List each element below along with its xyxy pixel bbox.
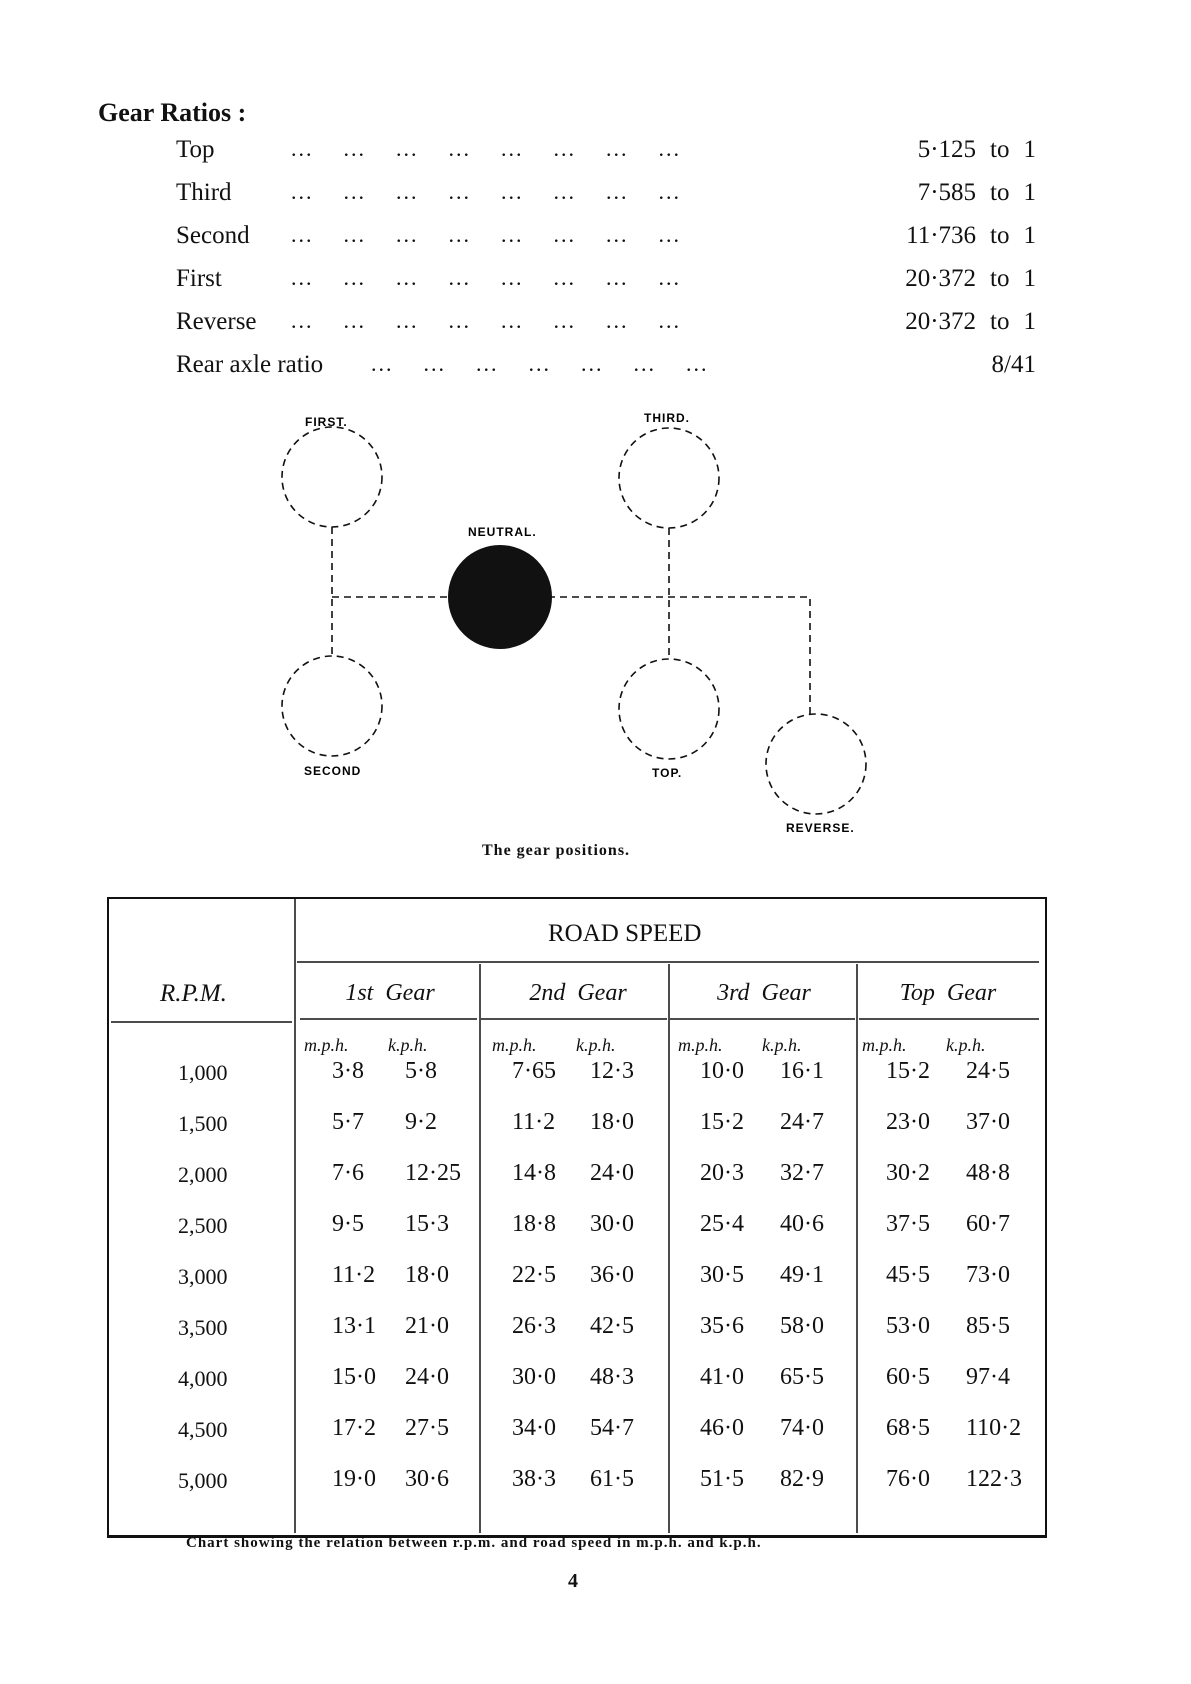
kph-value: 122·3 (966, 1466, 1022, 1492)
gear-ratio-label: Reverse (176, 308, 257, 335)
gear-column-header: Top Gear (899, 980, 997, 1006)
cross-gate-line (332, 597, 810, 714)
mph-value: 35·6 (700, 1313, 744, 1339)
kph-value: 36·0 (590, 1262, 634, 1288)
gear-ratio-value (905, 308, 1036, 336)
kph-value: 9·2 (405, 1109, 437, 1135)
ratio-to: to (990, 179, 1010, 206)
ratio-number: 8/41 (991, 351, 1036, 378)
rpm-value: 3,500 (178, 1315, 228, 1340)
road-speed-caption: Chart showing the relation between r.p.m. and road speed in m.p.h. and k.p.h. (186, 1535, 762, 1551)
gear-ratio-row (176, 136, 1036, 176)
kph-value: 30·6 (405, 1466, 449, 1492)
kph-value: 42·5 (590, 1313, 634, 1339)
gear-positions-caption: The gear positions. (482, 842, 631, 859)
mph-value: 3·8 (332, 1058, 364, 1084)
mph-value: 76·0 (886, 1466, 930, 1492)
mph-value: 30·0 (512, 1364, 556, 1390)
gear-ratio-row (176, 308, 1036, 348)
kph-unit-label: k.p.h. (576, 1035, 616, 1055)
mph-unit-label: m.p.h. (492, 1035, 537, 1055)
gear-ratio-label: Top (176, 136, 215, 163)
gear-ratio-value (992, 351, 1036, 379)
kph-value: 18·0 (405, 1262, 449, 1288)
rpm-header: R.P.M. (160, 980, 227, 1007)
kph-value: 16·1 (780, 1058, 824, 1084)
mph-value: 14·8 (512, 1160, 556, 1186)
gear-ratio-value (918, 179, 1036, 207)
first-gear-circle (282, 427, 382, 527)
kph-value: 5·8 (405, 1058, 437, 1084)
top-gear-circle (619, 659, 719, 759)
kph-unit-label: k.p.h. (388, 1035, 428, 1055)
mph-value: 10·0 (700, 1058, 744, 1084)
gear-ratios-heading: Gear Ratios : (98, 98, 247, 127)
mph-value: 18·8 (512, 1211, 556, 1237)
kph-value: 24·5 (966, 1058, 1010, 1084)
kph-value: 37·0 (966, 1109, 1010, 1135)
mph-value: 13·1 (332, 1313, 376, 1339)
rpm-value: 4,500 (178, 1417, 228, 1442)
mph-value: 15·2 (886, 1058, 930, 1084)
rpm-value: 5,000 (178, 1468, 228, 1493)
mph-value: 17·2 (332, 1415, 376, 1441)
mph-value: 45·5 (886, 1262, 930, 1288)
gear-ratio-label: Third (176, 179, 232, 206)
leader-dots: ... ... ... ... ... ... ... ... (291, 179, 681, 204)
kph-value: 12·3 (590, 1058, 634, 1084)
ratio-number: 5·125 (917, 136, 977, 163)
mph-value: 51·5 (700, 1466, 744, 1492)
gear-ratio-row (176, 179, 1036, 219)
kph-value: 61·5 (590, 1466, 634, 1492)
neutral-position-dot (448, 545, 552, 649)
gear-column-header: 1st Gear (345, 980, 435, 1006)
gear-ratio-label: Second (176, 222, 250, 249)
kph-value: 27·5 (405, 1415, 449, 1441)
mph-value: 7·6 (332, 1160, 364, 1186)
kph-value: 12·25 (405, 1160, 461, 1186)
mph-value: 30·2 (886, 1160, 930, 1186)
kph-value: 65·5 (780, 1364, 824, 1390)
gear-ratio-label: Rear axle ratio (176, 351, 324, 378)
mph-value: 26·3 (512, 1313, 556, 1339)
kph-unit-label: k.p.h. (946, 1035, 986, 1055)
kph-value: 48·3 (590, 1364, 634, 1390)
kph-value: 21·0 (405, 1313, 449, 1339)
rpm-value: 2,500 (178, 1213, 228, 1238)
gear-ratio-value (918, 136, 1036, 164)
gear-ratio-row (176, 222, 1036, 262)
mph-value: 30·5 (700, 1262, 744, 1288)
leader-dots: ... ... ... ... ... ... ... ... (291, 308, 681, 333)
mph-unit-label: m.p.h. (862, 1035, 907, 1055)
mph-value: 34·0 (512, 1415, 556, 1441)
ratio-one: 1 (1023, 222, 1036, 249)
kph-value: 60·7 (966, 1211, 1010, 1237)
page-number: 4 (568, 1570, 578, 1592)
mph-value: 20·3 (700, 1160, 744, 1186)
rpm-value: 4,000 (178, 1366, 228, 1391)
gear-ratio-row (176, 265, 1036, 305)
mph-value: 38·3 (512, 1466, 556, 1492)
kph-value: 48·8 (966, 1160, 1010, 1186)
kph-unit-label: k.p.h. (762, 1035, 802, 1055)
road-speed-title: ROAD SPEED (548, 920, 702, 947)
kph-value: 97·4 (966, 1364, 1010, 1390)
kph-value: 24·7 (780, 1109, 824, 1135)
ratio-number: 20·372 (905, 265, 977, 292)
reverse-gear-circle (766, 714, 866, 814)
kph-value: 49·1 (780, 1262, 824, 1288)
third-gear-circle (619, 428, 719, 528)
rpm-value: 1,500 (178, 1111, 228, 1136)
mph-value: 15·2 (700, 1109, 744, 1135)
mph-unit-label: m.p.h. (304, 1035, 349, 1055)
ratio-to: to (990, 265, 1010, 292)
gear-ratio-label: First (176, 265, 222, 292)
rpm-value: 2,000 (178, 1162, 228, 1187)
mph-value: 11·2 (512, 1109, 556, 1135)
neutral-label: NEUTRAL. (468, 525, 537, 539)
mph-value: 53·0 (886, 1313, 930, 1339)
ratio-one: 1 (1023, 308, 1036, 335)
ratio-to: to (990, 136, 1010, 163)
kph-value: 32·7 (780, 1160, 824, 1186)
gear-ratio-value (905, 265, 1036, 293)
rpm-value: 3,000 (178, 1264, 228, 1289)
mph-value: 22·5 (512, 1262, 556, 1288)
mph-value: 68·5 (886, 1415, 930, 1441)
ratio-to: to (990, 308, 1010, 335)
kph-value: 24·0 (405, 1364, 449, 1390)
mph-value: 23·0 (886, 1109, 930, 1135)
kph-value: 18·0 (590, 1109, 634, 1135)
gear-positions-diagram (260, 400, 900, 850)
mph-value: 15·0 (332, 1364, 376, 1390)
leader-dots: ... ... ... ... ... ... ... ... (291, 222, 681, 247)
gear-column-header: 3rd Gear (717, 980, 811, 1006)
mph-value: 19·0 (332, 1466, 376, 1492)
gear-ratio-row (176, 351, 1036, 391)
rpm-value: 1,000 (178, 1060, 228, 1085)
kph-value: 110·2 (966, 1415, 1022, 1441)
kph-value: 54·7 (590, 1415, 634, 1441)
leader-dots: ... ... ... ... ... ... ... (371, 351, 709, 376)
mph-unit-label: m.p.h. (678, 1035, 723, 1055)
ratio-one: 1 (1023, 265, 1036, 292)
ratio-number: 7·585 (917, 179, 977, 206)
first-label: FIRST. (305, 415, 348, 429)
kph-value: 24·0 (590, 1160, 634, 1186)
gear-column-header: 2nd Gear (529, 980, 627, 1006)
mph-value: 25·4 (700, 1211, 744, 1237)
kph-value: 58·0 (780, 1313, 824, 1339)
mph-value: 9·5 (332, 1211, 364, 1237)
leader-dots: ... ... ... ... ... ... ... ... (291, 265, 681, 290)
mph-value: 60·5 (886, 1364, 930, 1390)
mph-value: 11·2 (332, 1262, 376, 1288)
kph-value: 74·0 (780, 1415, 824, 1441)
mph-value: 5·7 (332, 1109, 364, 1135)
third-label: THIRD. (644, 411, 690, 425)
ratio-to: to (990, 222, 1010, 249)
top-label: TOP. (652, 766, 683, 780)
ratio-number: 20·372 (905, 308, 977, 335)
ratio-one: 1 (1023, 136, 1036, 163)
kph-value: 15·3 (405, 1211, 449, 1237)
kph-value: 40·6 (780, 1211, 824, 1237)
kph-value: 85·5 (966, 1313, 1010, 1339)
reverse-label: REVERSE. (786, 821, 855, 835)
ratio-one: 1 (1023, 179, 1036, 206)
mph-value: 37·5 (886, 1211, 930, 1237)
mph-value: 41·0 (700, 1364, 744, 1390)
kph-value: 82·9 (780, 1466, 824, 1492)
ratio-number: 11·736 (906, 222, 977, 249)
kph-value: 73·0 (966, 1262, 1010, 1288)
gear-ratio-value (906, 222, 1036, 250)
second-gear-circle (282, 656, 382, 756)
mph-value: 7·65 (512, 1058, 556, 1084)
kph-value: 30·0 (590, 1211, 634, 1237)
leader-dots: ... ... ... ... ... ... ... ... (291, 136, 681, 161)
mph-value: 46·0 (700, 1415, 744, 1441)
second-label: SECOND (304, 764, 362, 778)
